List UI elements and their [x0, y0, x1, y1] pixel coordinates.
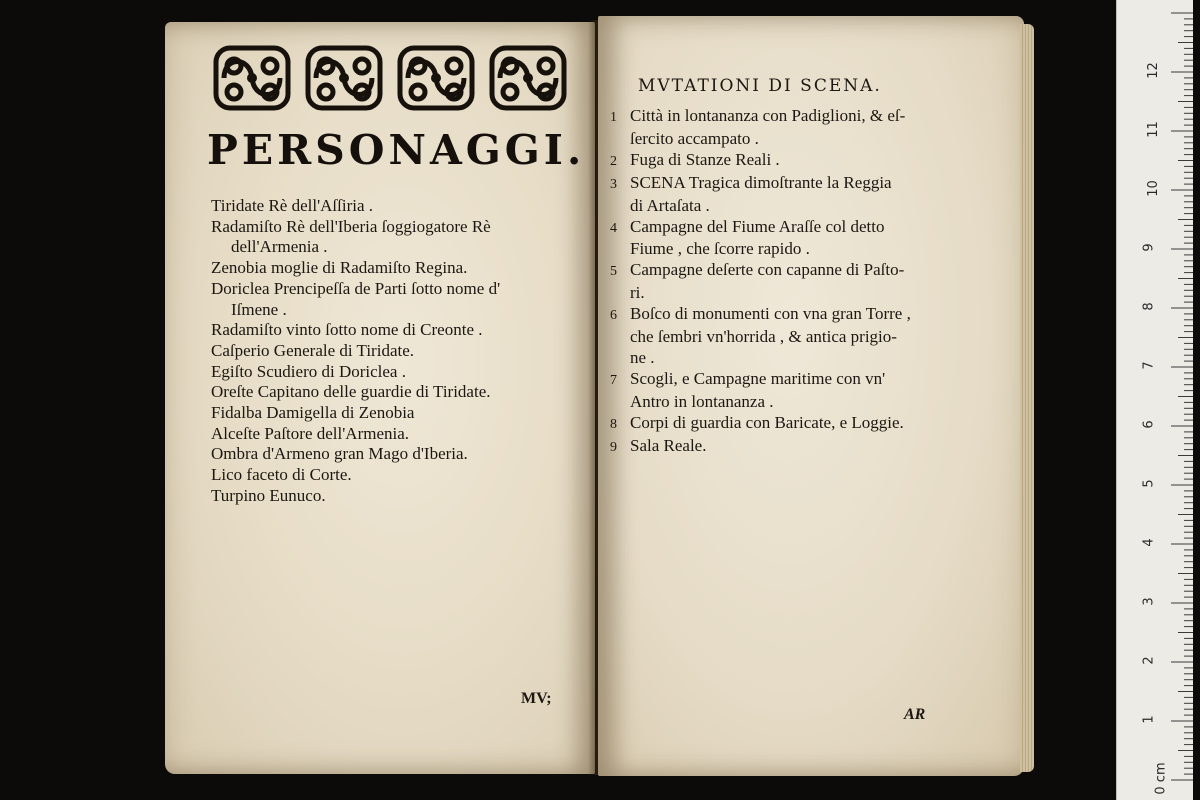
ruler-label: 10	[1145, 180, 1161, 197]
ruler-label: 2	[1141, 656, 1157, 665]
list-item: Egiſto Scudiero di Doriclea .	[211, 361, 406, 381]
scene-text: ri.	[630, 283, 645, 303]
ruler-label: 9	[1141, 243, 1157, 252]
ruler-label: 1	[1141, 715, 1157, 724]
scene-text: Campagne deſerte con capanne di Paſto-	[630, 260, 905, 280]
list-item: Doriclea Prencipeſſa de Parti ſotto nome d'	[211, 278, 501, 298]
list-item: Tiridate Rè dell'Aſſiria .	[211, 196, 374, 215]
list-item: Caſperio Generale di Tiridate.	[211, 340, 415, 360]
ornament-band	[210, 42, 570, 114]
list-item	[610, 129, 1010, 150]
ornament-tile-icon	[302, 42, 386, 114]
list-item	[610, 196, 1010, 217]
scene-text: Fuga di Stanze Reali .	[630, 149, 780, 169]
scene-number: 3	[610, 176, 617, 192]
list-item: Turpino Eunuco.	[211, 485, 326, 505]
list-item	[610, 217, 1010, 240]
ruler-label: 12	[1145, 62, 1161, 79]
list-item: Radamiſto vinto ſotto nome di Creonte .	[211, 320, 483, 340]
measuring-ruler	[1116, 0, 1193, 800]
ornament-tile-icon	[486, 42, 570, 114]
ruler-label: 11	[1145, 121, 1161, 138]
ruler-label: 3	[1141, 597, 1157, 606]
scene-text: Boſco di monumenti con vna gran Torre ,	[630, 304, 911, 324]
ruler-ticks-icon	[1117, 0, 1193, 800]
list-item: Zenobia moglie di Radamiſto Regina.	[211, 258, 468, 278]
list-item: Alceſte Paſtore dell'Armenia.	[211, 423, 410, 443]
scene-list	[610, 106, 1010, 459]
scene-text: Scogli, e Campagne maritime con vn'	[630, 368, 886, 388]
list-item: Fidalba Damigella di Zenobia	[211, 403, 415, 423]
right-page	[598, 16, 1024, 776]
catchword-left: MV;	[521, 690, 552, 707]
list-item: Lico faceto di Corte.	[211, 465, 352, 485]
scene-number: 2	[610, 153, 617, 169]
scene-text: ſercito accampato .	[630, 128, 759, 148]
list-item	[610, 239, 1010, 260]
scene-text: Città in lontananza con Padiglioni, & eſ-	[630, 106, 906, 125]
list-item: Iſmene .	[231, 299, 287, 319]
list-item: dell'Armenia .	[231, 237, 328, 257]
list-item	[610, 283, 1010, 304]
list-item	[610, 413, 1010, 436]
scene-text: Antro in lontananza .	[630, 391, 774, 411]
scene-number: 9	[610, 439, 617, 455]
list-item	[610, 436, 1010, 459]
list-item	[610, 304, 1010, 327]
catchword-right: AR	[904, 706, 926, 723]
scene-text: SCENA Tragica dimoſtrante la Reggia	[630, 172, 892, 192]
scene-text: Campagne del Fiume Araſſe col detto	[630, 216, 885, 236]
ruler-label: 4	[1141, 538, 1157, 547]
page-title-personaggi: PERSONAGGI.	[207, 126, 586, 174]
ornament-tile-icon	[394, 42, 478, 114]
page-edges	[1020, 24, 1034, 772]
scene-text: di Artaſata .	[630, 195, 710, 215]
ruler-label: 8	[1141, 302, 1157, 311]
scene-number: 8	[610, 416, 617, 432]
list-item	[610, 392, 1010, 413]
ruler-label: 0 cm	[1153, 762, 1169, 795]
ruler-label: 5	[1141, 479, 1157, 488]
ruler-label: 6	[1141, 420, 1157, 429]
scene-text: che ſembri vn'horrida , & antica prigio-	[630, 327, 897, 347]
list-item: Radamiſto Rè dell'Iberia ſoggiogatore Rè	[211, 216, 491, 236]
ornament-tile-icon	[210, 42, 294, 114]
scene-text: ne .	[630, 347, 655, 367]
scene-number: 6	[610, 308, 617, 324]
list-item	[610, 173, 1010, 196]
scene-text: Sala Reale.	[630, 435, 707, 455]
list-item	[610, 348, 1010, 369]
scene-text: Corpi di guardia con Baricate, e Loggie.	[630, 412, 904, 432]
list-item: Oreſte Capitano delle guardie di Tiridate.	[211, 382, 491, 402]
page-title-mutationi: MVTATIONI DI SCENA.	[638, 76, 882, 96]
list-item	[610, 150, 1010, 173]
scene-number: 7	[610, 372, 617, 388]
list-item	[610, 327, 1010, 348]
scene-number: 1	[610, 110, 617, 125]
ruler-label: 7	[1141, 361, 1157, 370]
list-item	[610, 260, 1010, 283]
scene-number: 4	[610, 220, 617, 236]
character-list	[211, 196, 581, 507]
scene-number: 5	[610, 264, 617, 280]
list-item	[610, 106, 1010, 129]
list-item	[610, 369, 1010, 392]
left-page	[165, 22, 595, 774]
list-item: Ombra d'Armeno gran Mago d'Iberia.	[211, 444, 468, 464]
scene-text: Fiume , che ſcorre rapido .	[630, 239, 810, 259]
